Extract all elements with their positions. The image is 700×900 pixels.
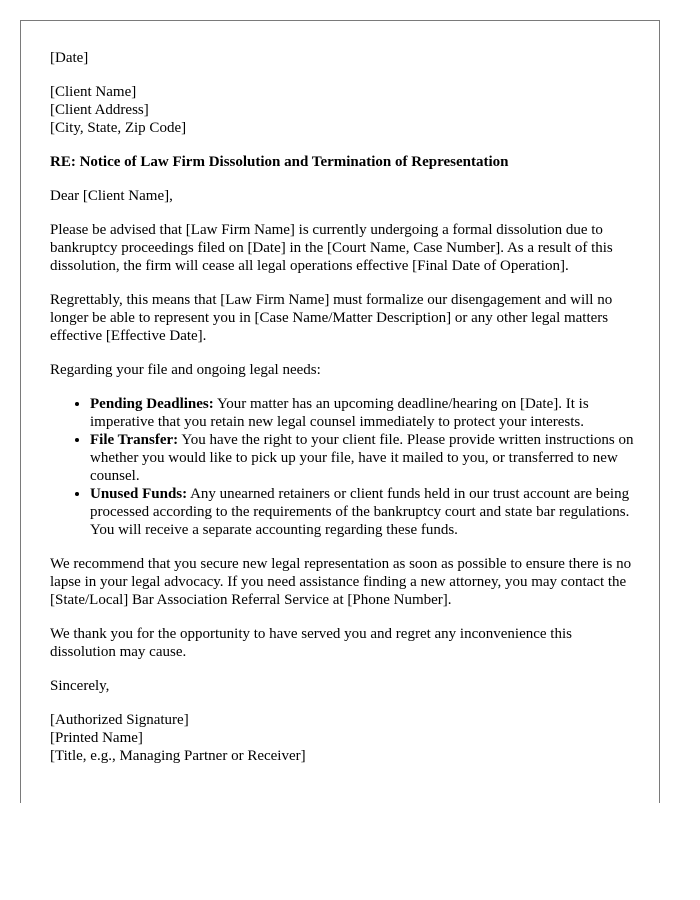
recipient-address: [Client Address] [50, 102, 149, 118]
printed-name: [Printed Name] [50, 730, 143, 746]
body-paragraph-2: Regrettably, this means that [Law Firm Name] must formalize our disengagement and will no longer be able to represent you in [Case Name/Matter Description] or any other legal matters effective [Effective Date]. [50, 292, 613, 344]
list-item-file-transfer [90, 431, 640, 485]
list-item-unused-funds [90, 485, 640, 539]
recipient-name: [Client Name] [50, 84, 137, 100]
list-item-label: File Transfer: [90, 432, 179, 448]
subject-line: RE: Notice of Law Firm Dissolution and Termination of Representation [50, 154, 509, 170]
recipient-block [50, 83, 640, 137]
closing: Sincerely, [50, 678, 110, 694]
signature-block [50, 711, 640, 765]
list-item-text: Any unearned retainers or client funds held in our trust account are being processed according to the requirements of the bankruptcy court and state bar regulations. You will receive a separate accounting regarding these funds. [90, 486, 630, 538]
recipient-city-state-zip: [City, State, Zip Code] [50, 120, 187, 136]
salutation: Dear [Client Name], [50, 188, 173, 204]
list-item-text: Your matter has an upcoming deadline/hearing on [Date]. It is imperative that you retain new legal counsel immediately to protect your interests. [90, 396, 589, 430]
signer-title: [Title, e.g., Managing Partner or Receiver] [50, 748, 306, 764]
list-intro: Regarding your file and ongoing legal needs: [50, 362, 321, 378]
letter-body [50, 49, 640, 765]
list-item-text: You have the right to your client file. Please provide written instructions on whether you would like to pick up your file, have it mailed to you, or transferred to new counsel. [90, 432, 634, 484]
list-item-label: Unused Funds: [90, 486, 188, 502]
body-paragraph-4: We thank you for the opportunity to have served you and regret any inconvenience this dissolution may cause. [50, 626, 572, 660]
body-paragraph-1: Please be advised that [Law Firm Name] is currently undergoing a formal dissolution due to bankruptcy proceedings filed on [Date] in the [Court Name, Case Number]. As a result of this dissolution, the firm will cease all legal operations effective [Final Date of Operation]. [50, 222, 613, 274]
authorized-signature: [Authorized Signature] [50, 712, 189, 728]
letter-page [20, 20, 660, 803]
needs-list [50, 395, 640, 539]
list-item-label: Pending Deadlines: [90, 396, 214, 412]
letter-date: [Date] [50, 50, 89, 66]
list-item-pending-deadlines [90, 395, 640, 431]
body-paragraph-3: We recommend that you secure new legal representation as soon as possible to ensure there is no lapse in your legal advocacy. If you need assistance finding a new attorney, you may contact the [State/Local] Bar Association Referral Service at [Phone Number]. [50, 556, 632, 608]
